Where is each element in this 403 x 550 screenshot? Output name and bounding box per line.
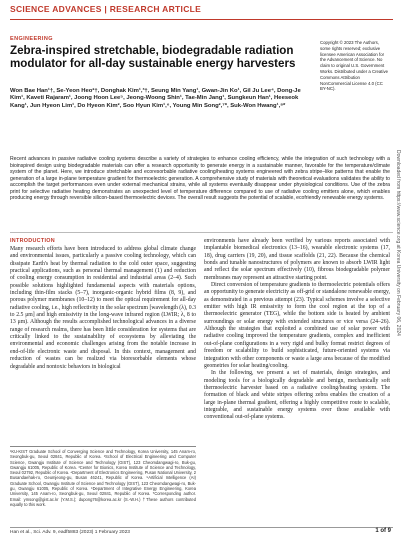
- abstract: Recent advances in passive radiative cooling systems describe a variety of strategies to enhance cooling efficiency, while the integration of such technology with a bioinspired design using biodegradable materials can offer a research opportunity to generate energy in a sustainable manner, favorable for the temperature/climate system of the planet. Here, we introduce stretchable and ecoresorbable radiative cooling/heating systems engineered with zebra stripe–like patterns that enable the generation of a large in-plane temperature gradient for thermoelectric generation. A comprehensive study of materials with theoretical evaluations validates the ability to accomplish the target performances even under external mechanical strains, while all systems eventually disappear under physiological conditions. Use of the zebra print for selective radiative heating demonstrates an unexpected level of temperature difference compared to use of radiative cooling emitters alone, which enables producing energy through reversible silicon-based thermoelectric devices. The overall result suggests the potential of scalable, ecofriendly renewable energy systems.: [10, 156, 390, 202]
- article-title: Zebra-inspired stretchable, biodegradable radiation modulator for all-day sustainable energy harvesters: [10, 44, 296, 71]
- paragraph: In the following, we present a set of materials, design strategies, and modeling tools for a biologically degradable and benign, mechanically soft thermoelectric harvester based on a radiative cooling/heating system. The formation of black and white stripes offering zebra enables the creation of a large in-plane thermal gradient, offering a highly competitive route to scalable, integrable, and sustainable energy systems over those available with conventional out-of-plane systems.: [204, 370, 390, 421]
- download-watermark: [394, 150, 402, 480]
- page-number: 1 of 9: [375, 528, 391, 534]
- abstract-divider: [10, 232, 393, 233]
- header-separator: |: [101, 4, 110, 14]
- article-type: RESEARCH ARTICLE: [109, 4, 202, 14]
- section-tag: ENGINEERING: [10, 36, 53, 42]
- affiliations: ¹KU-KIST Graduate School of Converging Science and Technology, Korea University, 145 Anam-ro, Seongbuk-gu, Seoul 02841, Republic of Korea. ²School of Electrical Engineering and Computer Science, Gwangju Institute of Science and Technology (GIST), 123 Cheomdangwagi-ro, Buk-gu, Gwangju 61005, Republic of Korea. ³Center for Bionics, Korea Institute of Science and Technology, Seoul 02792, Republic of Korea. ⁴Department of Electronics Engineering, Pusan National University, 2 Busandaehak-ro, Geumjeong-gu, Busan 46241, Republic of Korea. ⁵Artificial Intelligence (AI) Graduate School, Gwangju Institute of Science and Technology (GIST), 123 Cheomdangwagi-ro, Buk-gu, Gwangju 61005, Republic of Korea. ⁶Department of Integrative Energy Engineering, Korea University, 145 Anam-ro, Seongbuk-gu, Seoul 02841, Republic of Korea. *Corresponding author. Email: ymsong@gist.ac.kr (Y.M.S.); dupong76@korea.ac.kr (S.-W.H.) †These authors contributed equally to this work.: [10, 449, 196, 507]
- right-column: [204, 238, 390, 422]
- journal-name[interactable]: SCIENCE ADVANCES: [10, 4, 102, 14]
- copyright-notice: Copyright © 2023 The Authors, some rights reserved; exclusive licensee American Association for the Advancement of Science. No claim to original U.S. Government Works. Distributed under a Creative Commons Attribution NonCommercial License 4.0 (CC BY-NC).: [320, 40, 388, 92]
- affiliation-divider: [10, 446, 196, 447]
- author-list: Won Bae Han¹†, Se-Yeon Heo²†, Donghak Kim¹,³†, Seung Min Yang¹, Gwan-Jin Ko¹, Gil Ju Lee⁴, Dong-Je Kim¹, Kaveti Rajaram¹, Joong Hoon Lee⁵, Jeong-Woong Shin¹, Tae-Min Jang¹, Sungkeun Han¹, Heeseok Kang¹, Jun Hyeon Lim¹, Do Hyeon Kim², Soo Hyun Kim¹,⁶, Young Min Song²,⁷*, Suk-Won Hwang¹,⁸*: [10, 88, 301, 109]
- footer-divider: [10, 527, 393, 528]
- paragraph: Many research efforts have been introduced to address global climate change and environmental issues, particularly a passive cooling technology, which can dissipate Earth's heat by thermal radiation to the cold outer space, suggesting practical applications, such as personal thermal management (1) and reduction of cooling energy consumption in residential and industrial areas (2–4). Such possible solutions highlighted fundamental aspects with materials options, including thin-film stacks (5–7), inorganic-organic hybrid films (8, 9), and porous polymer membranes (10–12) to meet the optical requirement for all-day radiative cooling, i.e., high reflectivity in the solar spectrum [wavelength (λ), 0.3 to 2.5 μm] and high emissivity in the long-wave infrared region (LWIR; λ, 8 to 13 μm). Although the results accomplished technological advances in a diverse range of research realms, there has been little consideration for systems that are critically linked to the sustainability of ecosystems by alleviating the environmental and economic challenges arising from the notable increase in end-of-life electronic waste and disposal. In this context, management and reduction of wastes can be realized via bioresorbable elements whose degradable and nontoxic behaviors in biological: [10, 246, 196, 370]
- header-divider: [10, 19, 393, 20]
- left-column: [10, 246, 196, 371]
- footer-citation: Han et al., Sci. Adv. 9, eadf5883 (2023) 1 February 2023: [10, 530, 130, 535]
- journal-header: [10, 4, 393, 18]
- paragraph: environments have already been verified by various reports associated with implantable biomedical electronics (13–16), wearable electronic systems (17, 18), drug carriers (19, 20), and tissue scaffolds (21, 22). Because the chemical bonds and tunable nanostructures of polymers are known to absorb LWIR light and reflect the solar spectrum effectively (10), fibrous biodegradable polymer membranes may represent an attractive starting point.: [204, 238, 390, 281]
- paragraph: Direct conversion of temperature gradients to thermoelectric potentials offers an opportunity to generate electricity as off-grid or standalone renewable energy, as demonstrated in a previous attempt (23). Typical schemes involve a selective emitter with high IR emissivity to form the cool region at the top of a thermoelectric generator (TEG), while the bottom side is heated by ambient surroundings or solar energy with extended structures or vice versa (24–26). Although the strategies that exploited a combined use of solar power with radiative cooling improved the temperature gradients, complex and inefficient out-of-plane configurations in a very rigid and bulky format restrict degrees of freedom or scalability to build sophisticated, future-oriented systems via integration with other components or waste a large area because of the modified geometries for solar heating/cooling.: [204, 282, 390, 369]
- download-notice[interactable]: Downloaded from https://www.science.org at Korea University on February 06, 2024: [395, 150, 401, 336]
- section-heading-introduction: INTRODUCTION: [10, 238, 55, 244]
